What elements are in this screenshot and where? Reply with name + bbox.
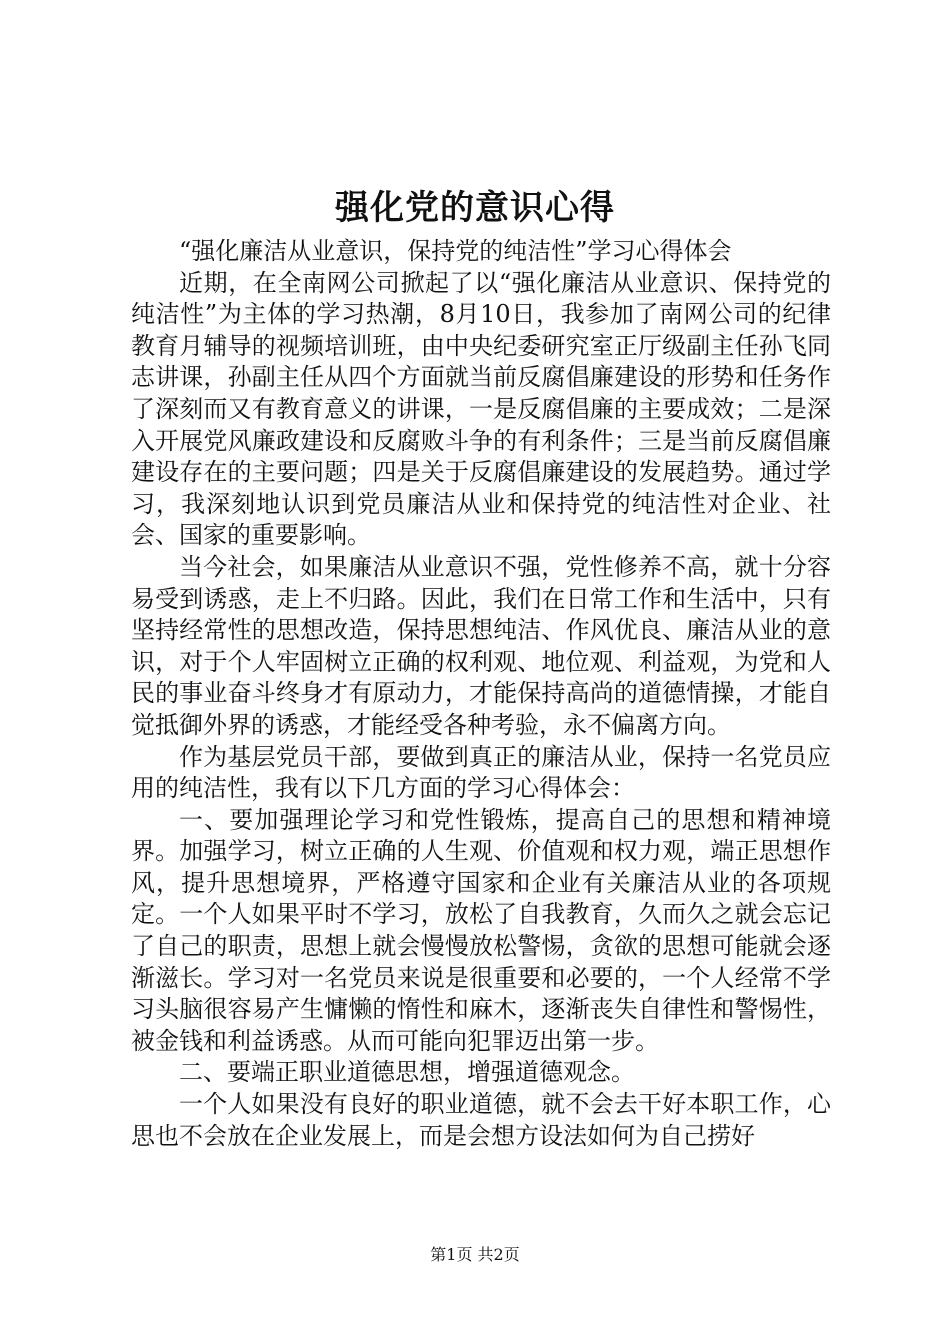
body-paragraph: 作为基层党员干部，要做到真正的廉洁从业，保持一名党员应用的纯洁性，我有以下几方面的学习心得体会： (131, 742, 831, 803)
page-footer: 第1页 共2页 (430, 1245, 520, 1264)
body-paragraph: 一个人如果没有良好的职业道德，就不会去干好本职工作，心思也不会放在企业发展上，而是会想方设法如何为自己捞好 (131, 1090, 831, 1150)
subtitle-paragraph: “强化廉洁从业意识，保持党的纯洁性”学习心得体会 (179, 237, 732, 265)
section-heading: 二、要端正职业道德思想，增强道德观念。 (179, 1058, 635, 1087)
document-title: 强化党的意识心得 (335, 188, 615, 228)
document-body (131, 236, 831, 1152)
body-paragraph: 一、要加强理论学习和党性锻炼，提高自己的思想和精神境界。加强学习，树立正确的人生观、价值观和权力观，端正思想作风，提升思想境界，严格遵守国家和企业有关廉洁从业的各项规定。一个人如果平时不学习，放松了自我教育，久而久之就会忘记了自己的职责，思想上就会慢慢放松警惕，贪欲的思想可能就会逐渐滋长。学习对一名党员来说是很重要和必要的，一个人经常不学习头脑很容易产生慵懒的惰性和麻木，逐渐丧失自律性和警惕性，被金钱和利益诱惑。从而可能向犯罪迈出第一步。 (131, 805, 831, 1055)
body-paragraph: 当今社会，如果廉洁从业意识不强，党性修养不高，就十分容易受到诱惑，走上不归路。因此，我们在日常工作和生活中，只有坚持经常性的思想改造，保持思想纯洁、作风优良、廉洁从业的意识，对于个人牢固树立正确的权利观、地位观、利益观，为党和人民的事业奋斗终身才有原动力，才能保持高尚的道德情操，才能自觉抵御外界的诱惑，才能经受各种考验，永不偏离方向。 (131, 552, 831, 739)
body-paragraph: 近期，在全南网公司掀起了以“强化廉洁从业意识、保持党的纯洁性”为主体的学习热潮，8月10日，我参加了南网公司的纪律教育月辅导的视频培训班，由中央纪委研究室正厅级副主任孙飞同志讲课，孙副主任从四个方面就当前反腐倡廉建设的形势和任务作了深刻而又有教育意义的讲课，一是反腐倡廉的主要成效；二是深入开展党风廉政建设和反腐败斗争的有利条件；三是当前反腐倡廉建设存在的主要问题；四是关于反腐倡廉建设的发展趋势。通过学习，我深刻地认识到党员廉洁从业和保持党的纯洁性对企业、社会、国家的重要影响。 (131, 268, 831, 550)
